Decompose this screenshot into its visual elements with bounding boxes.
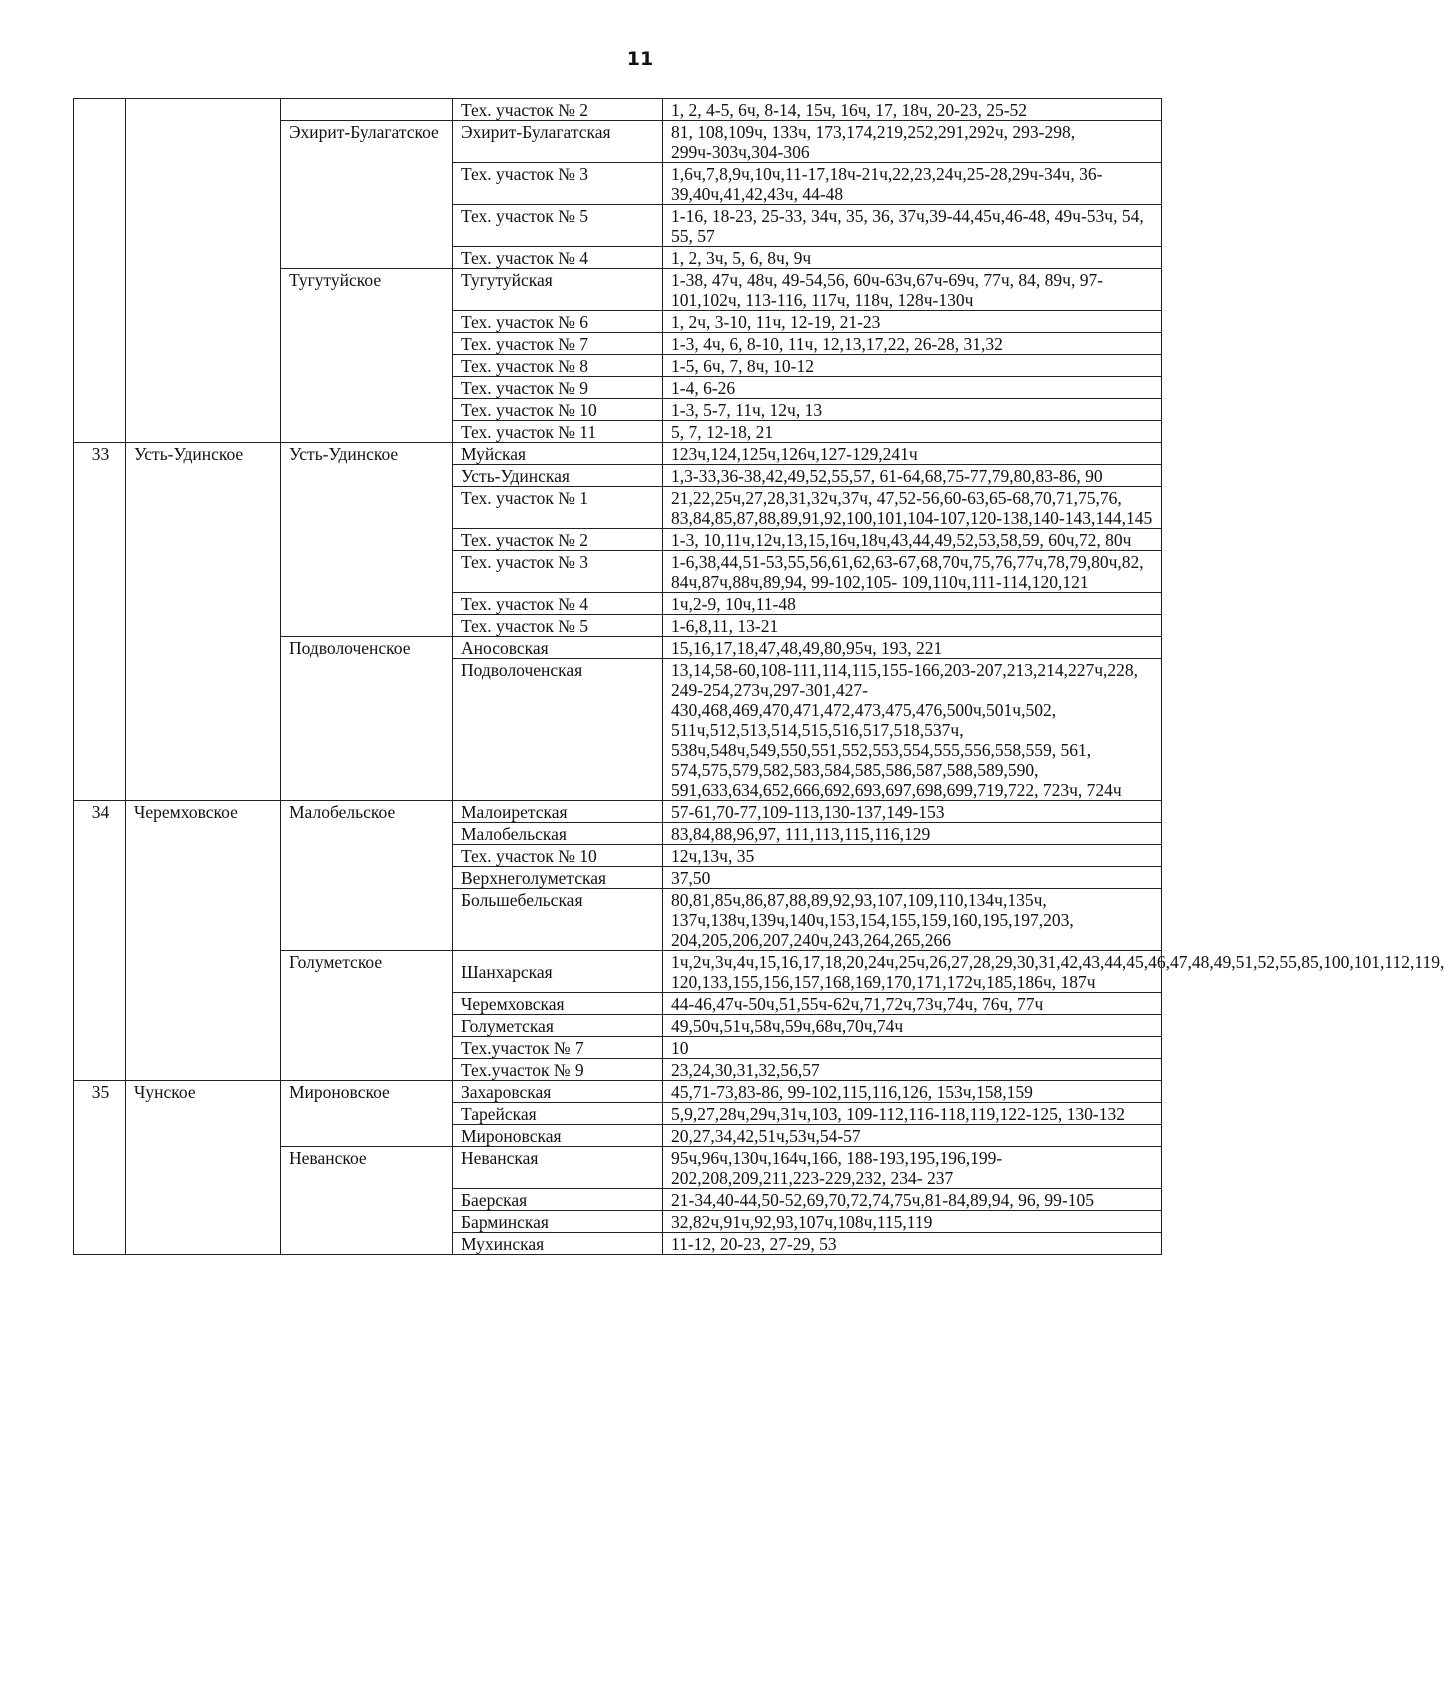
quarters-cell: 81, 108,109ч, 133ч, 173,174,219,252,291,292ч, 293-298, 299ч-303ч,304-306 xyxy=(663,121,1162,163)
forestry-tract-cell: Неванская xyxy=(453,1147,663,1189)
quarters-cell: 1ч,2-9, 10ч,11-48 xyxy=(663,593,1162,615)
quarters-cell: 95ч,96ч,130ч,164ч,166, 188-193,195,196,199-202,208,209,211,223-229,232, 234- 237 xyxy=(663,1147,1162,1189)
quarters-cell: 1, 2, 4-5, 6ч, 8-14, 15ч, 16ч, 17, 18ч, 20-23, 25-52 xyxy=(663,99,1162,121)
quarters-cell: 83,84,88,96,97, 111,113,115,116,129 xyxy=(663,823,1162,845)
forestry-tract-cell: Мироновская xyxy=(453,1125,663,1147)
quarters-cell: 21,22,25ч,27,28,31,32ч,37ч, 47,52-56,60-63,65-68,70,71,75,76, 83,84,85,87,88,89,91,92,100,101,104-107,120-138,140-143,144,145 xyxy=(663,487,1162,529)
quarters-cell: 20,27,34,42,51ч,53ч,54-57 xyxy=(663,1125,1162,1147)
table-row xyxy=(74,801,1162,823)
forestry-tract-cell: Голуметская xyxy=(453,1015,663,1037)
forestry-tract-cell: Усть-Удинская xyxy=(453,465,663,487)
quarters-cell: 12ч,13ч, 35 xyxy=(663,845,1162,867)
quarters-cell: 1,6ч,7,8,9ч,10ч,11-17,18ч-21ч,22,23,24ч,25-28,29ч-34ч, 36-39,40ч,41,42,43ч, 44-48 xyxy=(663,163,1162,205)
forestry-tract-cell: Тех.участок № 9 xyxy=(453,1059,663,1081)
settlement-cell: Подволоченское xyxy=(281,637,453,801)
settlement-cell: Усть-Удинское xyxy=(281,443,453,637)
quarters-cell: 10 xyxy=(663,1037,1162,1059)
settlement-cell: Малобельское xyxy=(281,801,453,951)
forestry-tract-cell: Тех. участок № 7 xyxy=(453,333,663,355)
quarters-cell: 21-34,40-44,50-52,69,70,72,74,75ч,81-84,89,94, 96, 99-105 xyxy=(663,1189,1162,1211)
forestry-tract-cell: Малоиретская xyxy=(453,801,663,823)
quarters-cell: 1-16, 18-23, 25-33, 34ч, 35, 36, 37ч,39-44,45ч,46-48, 49ч-53ч, 54, 55, 57 xyxy=(663,205,1162,247)
quarters-cell: 1-6,8,11, 13-21 xyxy=(663,615,1162,637)
forestry-tract-cell: Барминская xyxy=(453,1211,663,1233)
quarters-cell: 11-12, 20-23, 27-29, 53 xyxy=(663,1233,1162,1255)
settlement-cell: Эхирит-Булагатское xyxy=(281,121,453,269)
forestry-tract-cell: Тех. участок № 1 xyxy=(453,487,663,529)
forestry-tract-cell: Тугутуйская xyxy=(453,269,663,311)
settlement-cell: Тугутуйское xyxy=(281,269,453,443)
quarters-cell: 57-61,70-77,109-113,130-137,149-153 xyxy=(663,801,1162,823)
quarters-cell: 1-38, 47ч, 48ч, 49-54,56, 60ч-63ч,67ч-69ч, 77ч, 84, 89ч, 97-101,102ч, 113-116, 117ч, 118ч, 128ч-130ч xyxy=(663,269,1162,311)
forestry-tract-cell: Тарейская xyxy=(453,1103,663,1125)
table-row xyxy=(74,99,1162,121)
settlement-cell: Неванское xyxy=(281,1147,453,1255)
forestry-tract-cell: Баерская xyxy=(453,1189,663,1211)
forestry-tract-cell: Тех. участок № 3 xyxy=(453,163,663,205)
quarters-cell: 13,14,58-60,108-111,114,115,155-166,203-207,213,214,227ч,228, 249-254,273ч,297-301,427-430,468,469,470,471,472,473,475,476,500ч,501ч,502, 511ч,512,513,514,515,516,517,518,537ч, 538ч,548ч,549,550,551,552,553,554,555,556,558,559, 561, 574,575,579,582,583,584,585,586,587,588,589,590, 591,633,634,652,666,692,693,697,698,699,719,722, 723ч, 724ч xyxy=(663,659,1162,801)
quarters-cell: 45,71-73,83-86, 99-102,115,116,126, 153ч,158,159 xyxy=(663,1081,1162,1103)
quarters-cell: 49,50ч,51ч,58ч,59ч,68ч,70ч,74ч xyxy=(663,1015,1162,1037)
quarters-cell: 5,9,27,28ч,29ч,31ч,103, 109-112,116-118,119,122-125, 130-132 xyxy=(663,1103,1162,1125)
quarters-cell: 1,3-33,36-38,42,49,52,55,57, 61-64,68,75-77,79,80,83-86, 90 xyxy=(663,465,1162,487)
district-cell: Усть-Удинское xyxy=(126,443,281,801)
row-number-cell xyxy=(74,99,126,443)
page-number: 11 xyxy=(626,48,654,70)
forestry-tract-cell: Тех.участок № 7 xyxy=(453,1037,663,1059)
quarters-cell: 1-6,38,44,51-53,55,56,61,62,63-67,68,70ч,75,76,77ч,78,79,80ч,82, 84ч,87ч,88ч,89,94, 99-102,105- 109,110ч,111-114,120,121 xyxy=(663,551,1162,593)
quarters-cell: 32,82ч,91ч,92,93,107ч,108ч,115,119 xyxy=(663,1211,1162,1233)
forestry-tract-cell: Тех. участок № 5 xyxy=(453,205,663,247)
quarters-cell: 1-5, 6ч, 7, 8ч, 10-12 xyxy=(663,355,1162,377)
forestry-tract-cell: Эхирит-Булагатская xyxy=(453,121,663,163)
quarters-cell: 80,81,85ч,86,87,88,89,92,93,107,109,110,134ч,135ч, 137ч,138ч,139ч,140ч,153,154,155,159,160,195,197,203, 204,205,206,207,240ч,243,264,265,266 xyxy=(663,889,1162,951)
quarters-cell: 1ч,2ч,3ч,4ч,15,16,17,18,20,24ч,25ч,26,27,28,29,30,31,42,43,44,45,46,47,48,49,51,52,55,85,100,101,112,119, 120,133,155,156,157,168,169,170,171,172ч,185,186ч, 187ч xyxy=(663,951,1162,993)
quarters-cell: 15,16,17,18,47,48,49,80,95ч, 193, 221 xyxy=(663,637,1162,659)
forestry-tract-cell: Подволоченская xyxy=(453,659,663,801)
forestry-tract-cell: Тех. участок № 10 xyxy=(453,845,663,867)
district-cell: Чунское xyxy=(126,1081,281,1255)
forestry-tract-cell: Тех. участок № 9 xyxy=(453,377,663,399)
forestry-tract-cell: Муйская xyxy=(453,443,663,465)
forestry-tract-cell: Тех. участок № 4 xyxy=(453,247,663,269)
quarters-cell: 23,24,30,31,32,56,57 xyxy=(663,1059,1162,1081)
district-cell xyxy=(126,99,281,443)
forestry-tract-cell: Тех. участок № 2 xyxy=(453,99,663,121)
forestry-tract-cell: Черемховская xyxy=(453,993,663,1015)
forestry-tract-cell: Мухинская xyxy=(453,1233,663,1255)
settlement-cell xyxy=(281,99,453,121)
table-body xyxy=(74,99,1444,1255)
quarters-cell: 37,50 xyxy=(663,867,1162,889)
forestry-tract-cell: Малобельская xyxy=(453,823,663,845)
table-row xyxy=(74,1081,1162,1103)
table-row xyxy=(74,443,1162,465)
forestry-quarters-table xyxy=(73,98,1444,1255)
quarters-cell: 1-3, 10,11ч,12ч,13,15,16ч,18ч,43,44,49,52,53,58,59, 60ч,72, 80ч xyxy=(663,529,1162,551)
forestry-tract-cell: Тех. участок № 8 xyxy=(453,355,663,377)
district-cell: Черемховское xyxy=(126,801,281,1081)
forestry-tract-cell: Аносовская xyxy=(453,637,663,659)
row-number-cell: 35 xyxy=(74,1081,126,1255)
forestry-tract-cell: Тех. участок № 4 xyxy=(453,593,663,615)
quarters-cell: 1, 2, 3ч, 5, 6, 8ч, 9ч xyxy=(663,247,1162,269)
row-number-cell: 33 xyxy=(74,443,126,801)
forestry-tract-cell: Тех. участок № 6 xyxy=(453,311,663,333)
forestry-tract-cell: Верхнеголуметская xyxy=(453,867,663,889)
quarters-cell: 1-3, 5-7, 11ч, 12ч, 13 xyxy=(663,399,1162,421)
forestry-tract-cell: Шанхарская xyxy=(453,951,663,993)
quarters-cell: 123ч,124,125ч,126ч,127-129,241ч xyxy=(663,443,1162,465)
settlement-cell: Голуметское xyxy=(281,951,453,1081)
quarters-cell: 1-4, 6-26 xyxy=(663,377,1162,399)
quarters-cell: 1, 2ч, 3-10, 11ч, 12-19, 21-23 xyxy=(663,311,1162,333)
forestry-tract-cell: Тех. участок № 5 xyxy=(453,615,663,637)
quarters-cell: 5, 7, 12-18, 21 xyxy=(663,421,1162,443)
forestry-tract-cell: Захаровская xyxy=(453,1081,663,1103)
quarters-cell: 1-3, 4ч, 6, 8-10, 11ч, 12,13,17,22, 26-28, 31,32 xyxy=(663,333,1162,355)
forestry-tract-cell: Тех. участок № 11 xyxy=(453,421,663,443)
forestry-tract-cell: Тех. участок № 10 xyxy=(453,399,663,421)
forestry-tract-cell: Тех. участок № 3 xyxy=(453,551,663,593)
forestry-tract-cell: Большебельская xyxy=(453,889,663,951)
quarters-cell: 44-46,47ч-50ч,51,55ч-62ч,71,72ч,73ч,74ч, 76ч, 77ч xyxy=(663,993,1162,1015)
forestry-tract-cell: Тех. участок № 2 xyxy=(453,529,663,551)
row-number-cell: 34 xyxy=(74,801,126,1081)
settlement-cell: Мироновское xyxy=(281,1081,453,1147)
